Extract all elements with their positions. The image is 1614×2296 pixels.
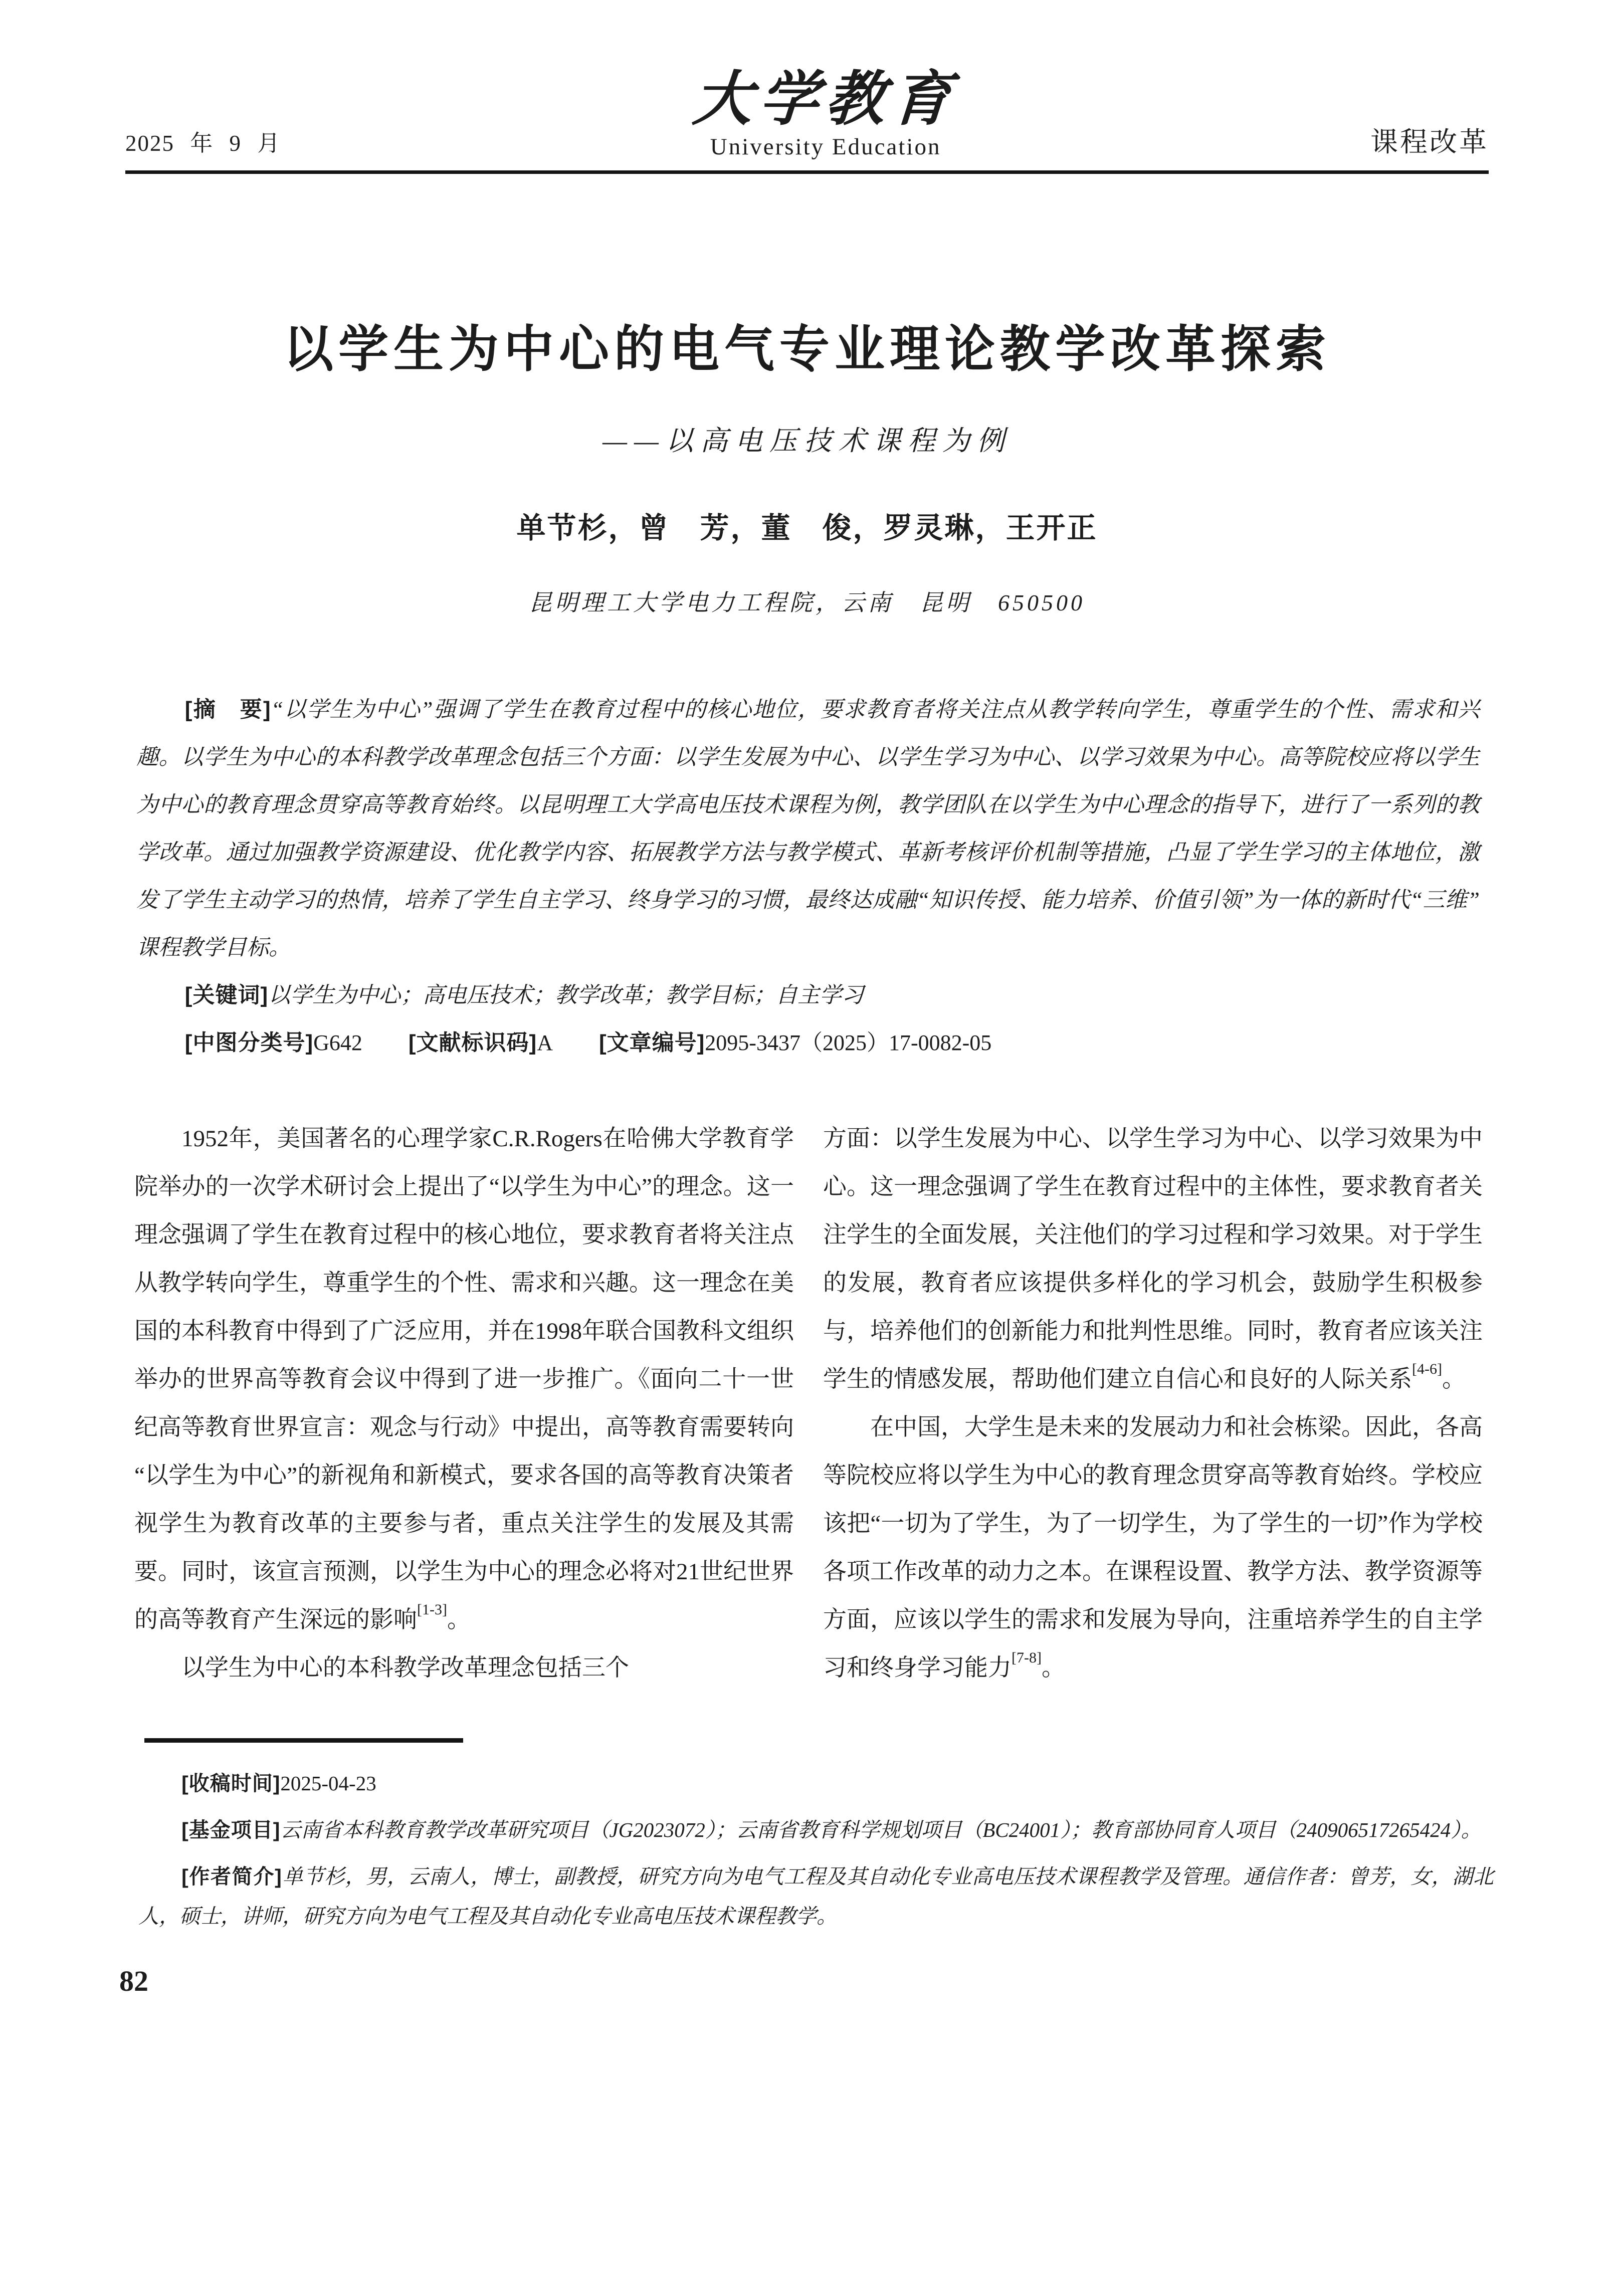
paragraph	[134, 1644, 794, 1692]
body-columns	[134, 1115, 1483, 1692]
clc-value: G642	[313, 1030, 362, 1055]
paragraph	[823, 1403, 1483, 1692]
journal-logo-english: University Education	[710, 134, 941, 160]
fund-text: 云南省本科教育教学改革研究项目（JG2023072）；云南省教育科学规划项目（BC24001）；教育部协同育人项目（240906517265424）。	[280, 1818, 1482, 1841]
received-date: 2025-04-23	[280, 1772, 376, 1795]
paragraph-text: 。	[1442, 1366, 1466, 1392]
bio-label: [作者简介]	[181, 1865, 282, 1888]
doc-code-value: A	[537, 1030, 553, 1055]
paragraph-text: 。	[1041, 1655, 1065, 1681]
classification-line	[136, 1019, 1480, 1067]
footnote-divider	[144, 1738, 463, 1743]
body-right-column	[823, 1115, 1483, 1692]
article-no-value: 2095-3437（2025）17-0082-05	[705, 1030, 992, 1055]
front-matter	[136, 686, 1480, 1067]
reference-superscript: [7-8]	[1012, 1649, 1042, 1666]
abstract-label: [摘 要]	[184, 697, 271, 722]
keywords-text: 以学生为中心；高电压技术；教学改革；教学目标；自主学习	[268, 983, 864, 1007]
abstract-text: “以学生为中心”强调了学生在教育过程中的核心地位，要求教育者将关注点从教学转向学生，尊重学生的个性、需求和兴趣。以学生为中心的本科教学改革理念包括三个方面：以学生发展为中心、以学生学习为中心、以学习效果为中心。高等院校应将以学生为中心的教育理念贯穿高等教育始终。以昆明理工大学高电压技术课程为例，教学团队在以学生为中心理念的指导下，进行了一系列的教学改革。通过加强教学资源建设、优化教学内容、拓展教学方法与教学模式、革新考核评价机制等措施，凸显了学生学习的主体地位，激发了学生主动学习的热情，培养了学生自主学习、终身学习的习惯，最终达成融“知识传授、能力培养、价值引领”为一体的新时代“三维”课程教学目标。	[136, 697, 1480, 960]
issue-date: 2025 年 9 月	[125, 131, 281, 156]
article-title: 以学生为中心的电气专业理论教学改革探索	[283, 321, 1331, 377]
journal-logo: 大学教育	[691, 67, 960, 132]
reference-superscript: [1-3]	[417, 1601, 447, 1618]
page-header	[0, 0, 1614, 164]
fund-project-line	[138, 1810, 1494, 1850]
paragraph-text: 方面：以学生发展为中心、以学生学习为中心、以学习效果为中心。这一理念强调了学生在教育过程中的主体性，要求教育者关注学生的全面发展，关注他们的学习过程和学习效果。对于学生的发展，教育者应该提供多样化的学习机会，鼓励学生积极参与，培养他们的创新能力和批判性思维。同时，教育者应该关注学生的情感发展，帮助他们建立自信心和良好的人际关系	[823, 1126, 1483, 1392]
clc-label: [中图分类号]	[184, 1030, 314, 1055]
article-subtitle: ——以高电压技术课程为例	[602, 426, 1012, 456]
author-names: 单节杉，曾 芳，董 俊，罗灵琳，王开正	[516, 512, 1098, 544]
doc-code-label: [文献标识码]	[408, 1030, 537, 1055]
article-no-label: [文章编号]	[598, 1030, 705, 1055]
bio-text: 单节杉，男，云南人，博士，副教授，研究方向为电气工程及其自动化专业高电压技术课程教学及管理。通信作者：曾芳，女，湖北人，硕士，讲师，研究方向为电气工程及其自动化专业高电压技术课程教学。	[138, 1865, 1494, 1928]
paragraph-text: 1952年，美国著名的心理学家C.R.Rogers在哈佛大学教育学院举办的一次学术研讨会上提出了“以学生为中心”的理念。这一理念强调了学生在教育过程中的核心地位，要求教育者将关注点从教学转向学生，尊重学生的个性、需求和兴趣。这一理念在美国的本科教育中得到了广泛应用，并在1998年联合国教科文组织举办的世界高等教育会议中得到了进一步推广。《面向二十一世纪高等教育世界宣言：观念与行动》中提出，高等教育需要转向“以学生为中心”的新视角和新模式，要求各国的高等教育决策者视学生为教育改革的主要参与者，重点关注学生的发展及其需要。同时，该宣言预测，以学生为中心的理念必将对21世纪世界的高等教育产生深远的影响	[134, 1126, 794, 1633]
page-number: 82	[119, 1965, 148, 1997]
author-bio-line	[138, 1857, 1494, 1936]
header-divider	[125, 170, 1489, 174]
paragraph	[134, 1115, 794, 1644]
section-label: 课程改革	[1370, 127, 1489, 157]
author-affiliation: 昆明理工大学电力工程院，云南 昆明 650500	[529, 590, 1085, 615]
received-date-line	[138, 1764, 1494, 1803]
keywords-label: [关键词]	[184, 983, 269, 1007]
journal-masthead	[281, 67, 1370, 160]
paragraph-text: 在中国，大学生是未来的发展动力和社会栋梁。因此，各高等院校应将以学生为中心的教育理念贯穿高等教育始终。学校应该把“一切为了学生，为了一切学生，为了学生的一切”作为学校各项工作改革的动力之本。在课程设置、教学方法、教学资源等方面，应该以学生的需求和发展为导向，注重培养学生的自主学习和终身学习能力	[823, 1414, 1483, 1681]
reference-superscript: [4-6]	[1412, 1361, 1442, 1377]
paragraph	[823, 1115, 1483, 1403]
received-label: [收稿时间]	[181, 1772, 281, 1795]
paragraph-text: 以学生为中心的本科教学改革理念包括三个	[181, 1655, 629, 1681]
fund-label: [基金项目]	[181, 1818, 281, 1841]
body-left-column	[134, 1115, 794, 1692]
keywords	[136, 971, 1480, 1019]
footnotes	[138, 1764, 1494, 1936]
paragraph-text: 。	[447, 1607, 471, 1633]
abstract	[136, 686, 1480, 971]
